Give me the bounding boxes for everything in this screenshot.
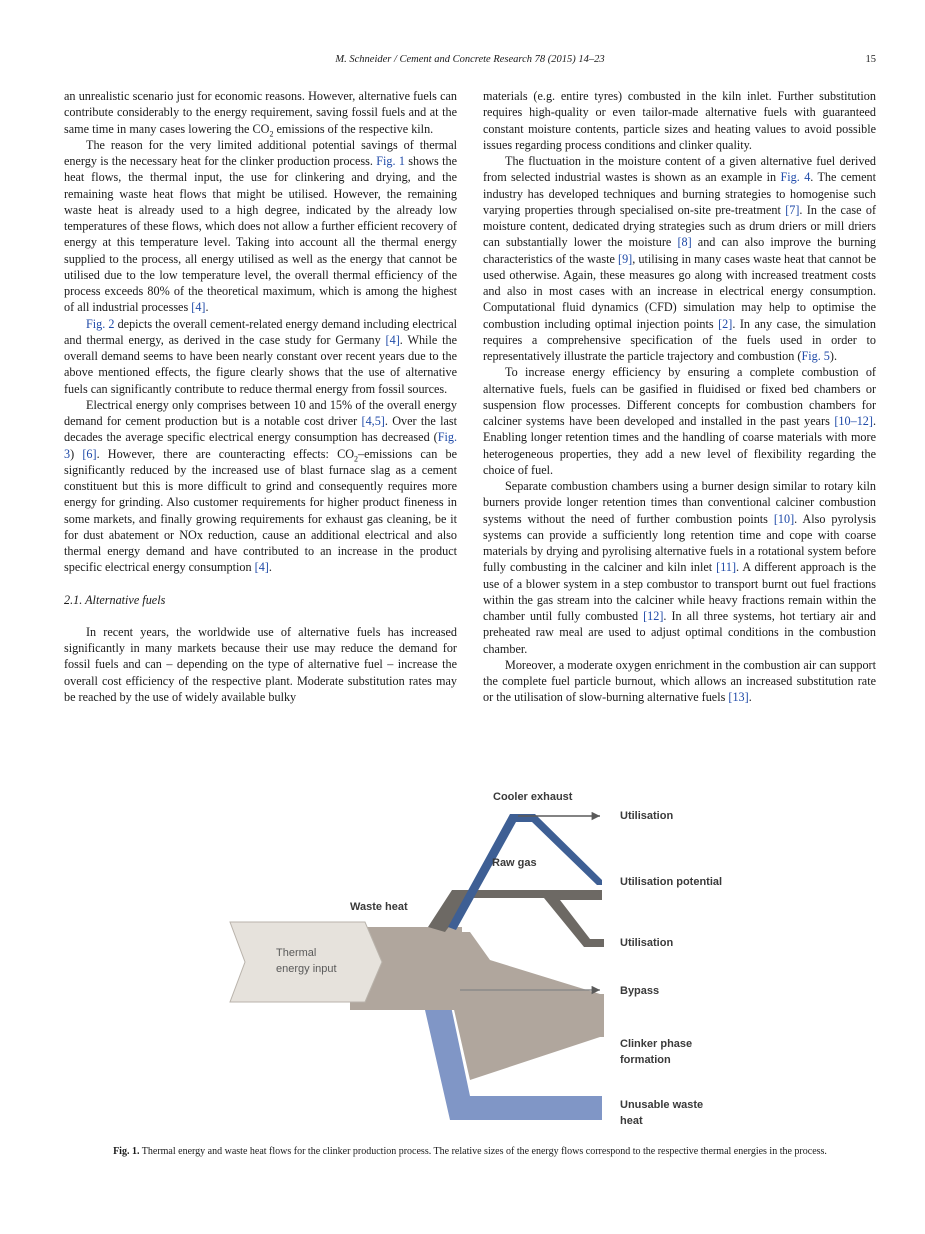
citation-link[interactable]: [10]: [773, 511, 795, 526]
citation-link[interactable]: Fig. 3: [64, 430, 457, 461]
citation-link[interactable]: Fig. 2: [86, 316, 115, 331]
text-run: The reason for the very limited additional potential savings of thermal energy is the necessary heat for the clinker production process.: [64, 137, 457, 168]
text-run: . Also pyrolysis systems can provide a sufficiently long retention time and cope with coarse materials by drying and pyrolising alternative fuels in a rotational system before fully combusting in the calciner and kiln inlet: [483, 511, 877, 575]
text-run: .: [268, 560, 272, 575]
text-run: .: [205, 300, 209, 315]
running-header: [64, 54, 876, 70]
section-heading: 2.1. Alternative fuels: [64, 592, 166, 607]
label-utilisation-potential: Utilisation potential: [620, 876, 723, 888]
label-unusable-1: Unusable waste: [620, 1099, 704, 1111]
label-thermal-2: energy input: [276, 963, 337, 975]
paragraph: [483, 88, 876, 153]
text-run: . In all three systems, hot tertiary air and preheated raw meal are used to adjust optimal conditions in the combustion chamber.: [483, 609, 876, 656]
label-bypass: Bypass: [620, 985, 660, 997]
citation-link[interactable]: [10–12]: [834, 414, 873, 428]
label-thermal-1: Thermal: [276, 947, 317, 959]
text-run: ): [70, 446, 83, 461]
paragraph: [64, 397, 457, 576]
caption-label: Fig. 1.: [113, 1146, 140, 1157]
text-run: Separate combustion chambers using a burner design similar to rotary kiln burners provide longer retention times than conventional calciner combustion systems without the need of further combustion points: [483, 479, 876, 526]
text-run: ).: [829, 349, 838, 363]
text-run: To increase energy efficiency by ensuring a complete combustion of alternative fuels, fuels can be gasified in fluidised or fixed bed chambers or suspension flow processes. Different concepts for combustion chambers for calciner systems have been developed and installed in the past years: [483, 365, 876, 428]
text-run: shows the heat flows, the thermal input, the use for clinkering and drying, and the remaining waste heat flows that might be utilised. However, the remaining waste heat is already used to a high degree, indicated by the already low temperatures of these flows, which does not allow a further efficient recovery of energy at this temperature level. Taking into account all the thermal energy supplied to the process, all energy utilised as well as the energy that cannot be utilised due to the low temperature level, the overall thermal efficiency of the process exceeds 80% of the theoretical maximum, which is among the highest of all industrial processes: [64, 154, 457, 315]
text-run: materials (e.g. entire tyres) combusted in the kiln inlet. Further substitution requires high-quality or even tailor-made alternative fuels with guaranteed constant moisture contents, particle sizes and heating values to avoid possible issues regarding process conditions and clinker quality.: [483, 89, 876, 152]
page-number: 15: [865, 54, 876, 65]
flow-cooler-exhaust: [448, 814, 602, 930]
citation-link[interactable]: [7]: [785, 202, 800, 217]
thermal-input-chevron: [230, 922, 382, 1002]
label-waste-heat: Waste heat: [350, 901, 408, 913]
text-run: , utilising in many cases waste heat that cannot be used otherwise. Again, these measures go along with increased treatment costs and also in most cases with an increase in electrical energy consumption. Computational fluid dynamics (CFD) simulation may help to optimise the combustion including optimal injection points: [483, 251, 876, 331]
citation-link[interactable]: [9]: [618, 251, 633, 266]
paragraph: [64, 624, 457, 705]
label-unusable-2: heat: [620, 1115, 643, 1127]
text-run: . A different approach is the use of a blower system in a step combustor to transport burnt out fuel fractions within the gas stream into the calciner while heavy fractions remain within the chamber until fully combusted: [483, 560, 876, 623]
paragraph: [483, 657, 876, 706]
text-run: . Enabling longer retention times and the handling of coarse materials with more heterogeneous properties, they add a new level of flexibility regarding the choice of fuel.: [483, 414, 876, 477]
right-column: [483, 88, 876, 706]
citation-link[interactable]: [4]: [191, 300, 206, 315]
citation-link[interactable]: [4]: [385, 332, 400, 347]
subscript: 2: [354, 453, 359, 463]
paragraph: [483, 364, 876, 478]
text-run: –emissions can be significantly reduced by the increased use of blast furnace slag as a cement constituent but this is more difficult to grind and consequently requires more energy for grinding. Also customer requirements for higher product fineness in some markets, and finally growing requirements for exhaust gas cleaning, be it for dust abatement or NOx reduction, cause an additional electrical and also thermal energy demand and have contributed to an increase in the product specific electrical energy consumption: [64, 446, 457, 575]
text-run: . Over the last decades the average specific electrical energy consumption has decreased (: [64, 414, 458, 445]
text-run: In recent years, the worldwide use of alternative fuels has increased significantly in many markets because their use may reduce the demand for fossil fuels and can – depending on the type of alternative fuel – increase the overall cost efficiency of the respective plant. Moderate substitution rates may be reached by the use of widely available bulky: [64, 624, 457, 704]
citation-link[interactable]: [2]: [718, 316, 733, 331]
citation-link[interactable]: [4]: [254, 560, 269, 575]
citation-link[interactable]: [6]: [82, 446, 97, 461]
text-run: . In the case of moisture content, dedicated drying strategies such as drum driers or mill driers can substantially lower the moisture: [483, 202, 876, 250]
text-run: . However, there are counteracting effects: CO: [96, 446, 355, 461]
paragraph: [64, 88, 457, 137]
citation-link[interactable]: [12]: [643, 609, 664, 623]
paragraph: [483, 153, 876, 364]
text-run: Moreover, a moderate oxygen enrichment in the combustion air can support the complete fuel particle burnout, which allows an increased substitution rate or the utilisation of slow-burning alternative fuels: [483, 657, 876, 705]
text-run: . The cement industry has developed techniques and burning strategies to homogenise such varying properties through specialised on-site pre-treatment: [483, 170, 876, 217]
citation-link[interactable]: [8]: [677, 235, 692, 250]
citation-link[interactable]: Fig. 1: [376, 154, 405, 168]
text-run: . In any case, the simulation requires a comprehensive specification of the fuels used in order to representatively illustrate the particle trajectory and combustion (: [483, 316, 876, 363]
text-run: Electrical energy only comprises between 10 and 15% of the overall energy demand for cement production but is a notable cost driver: [64, 397, 457, 428]
sankey-diagram: [200, 782, 740, 1134]
citation-link[interactable]: [4,5]: [361, 414, 385, 428]
paragraph: [64, 137, 457, 316]
label-raw-gas: Raw gas: [492, 857, 537, 869]
figure-caption: [64, 1146, 876, 1157]
text-run: an unrealistic scenario just for economic reasons. However, alternative fuels can contribute considerably to the energy requirement, saving fossil fuels and at the same time in many cases lowering the CO: [64, 89, 457, 136]
label-utilisation-mid: Utilisation: [620, 937, 674, 949]
text-run: . While the overall demand seems to have been nearly constant over recent years due to the above mentioned effects, the figure clearly shows that the use of alternative fuels can significantly contribute to reduce thermal energy from fossil sources.: [64, 332, 457, 396]
paragraph: [64, 316, 457, 397]
text-run: depicts the overall cement-related energy demand including electrical and thermal energy, as derived in the case study for Germany: [64, 316, 457, 347]
label-utilisation-top: Utilisation: [620, 810, 674, 822]
text-run: .: [748, 690, 752, 705]
paragraph: [483, 478, 876, 657]
label-clinker-2: formation: [620, 1054, 671, 1066]
figure-sankey: [200, 782, 740, 1134]
citation-link[interactable]: Fig. 5: [801, 349, 830, 363]
running-title: M. Schneider / Cement and Concrete Research 78 (2015) 14–23: [335, 54, 605, 65]
citation-link[interactable]: [13]: [728, 690, 749, 705]
text-run: The fluctuation in the moisture content of a given alternative fuel derived from selected industrial wastes is shown as an example in: [483, 154, 876, 185]
label-clinker-1: Clinker phase: [620, 1038, 693, 1050]
text-run: emissions of the respective kiln.: [273, 121, 434, 136]
citation-link[interactable]: Fig. 4: [780, 170, 811, 185]
left-column: [64, 88, 457, 705]
label-cooler-exhaust: Cooler exhaust: [493, 791, 573, 803]
text-run: and can also improve the burning characteristics of the waste: [483, 235, 876, 266]
citation-link[interactable]: [11]: [716, 560, 737, 575]
subscript: 2: [269, 128, 274, 138]
caption-text: Thermal energy and waste heat flows for the clinker production process. The relative sizes of the energy flows correspond to the respective thermal energies in the process.: [139, 1146, 827, 1157]
